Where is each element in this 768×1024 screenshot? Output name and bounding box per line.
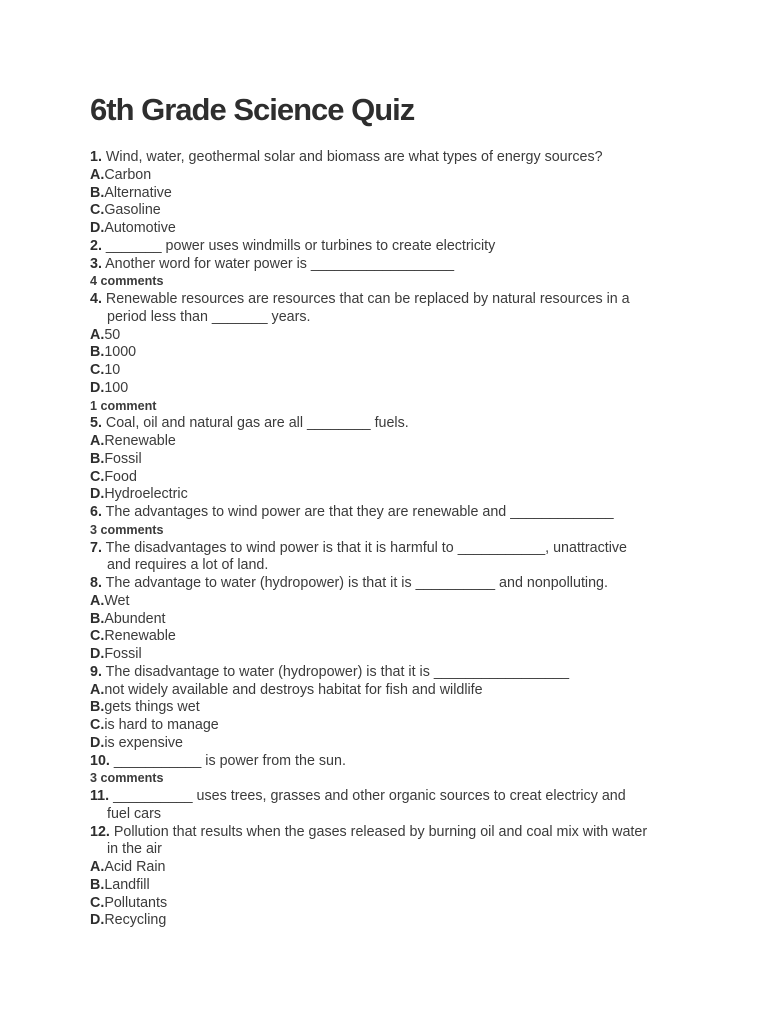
question-line (90, 540, 690, 558)
answer-option (90, 699, 690, 717)
option-text: 100 (104, 379, 129, 396)
option-text: 50 (104, 326, 121, 343)
question-text: Pollution that results when the gases released by burning oil and coal mix with water (109, 823, 648, 840)
comments-link[interactable]: 4 comments (90, 274, 164, 289)
option-letter: C. (90, 468, 105, 485)
question-continuation: in the air (107, 841, 162, 858)
option-text: Pollutants (104, 894, 168, 911)
option-text: Food (104, 468, 137, 485)
option-letter: B. (90, 699, 105, 716)
question-text: __________ uses trees, grasses and other organic sources to creat electricy and (109, 788, 626, 804)
question-line (90, 664, 690, 682)
option-text: gets things wet (104, 699, 200, 716)
question-line (90, 256, 690, 274)
option-letter: A. (90, 166, 105, 183)
answer-option (90, 167, 690, 185)
answer-option (90, 362, 690, 380)
option-text: Recycling (104, 912, 167, 929)
question-continuation: period less than _______ years. (107, 308, 311, 325)
option-text: 10 (104, 362, 121, 378)
option-letter: A. (90, 681, 105, 698)
answer-option (90, 895, 690, 913)
option-letter: B. (90, 184, 105, 201)
option-letter: B. (90, 344, 105, 361)
answer-option (90, 646, 690, 664)
option-letter: A. (90, 326, 105, 343)
option-text: Alternative (104, 184, 172, 201)
option-letter: D. (90, 379, 105, 396)
question-text: Wind, water, geothermal solar and biomass are what types of energy sources? (101, 149, 603, 165)
question-number: 10. (90, 752, 110, 769)
answer-option (90, 486, 690, 504)
question-line (90, 238, 690, 256)
option-text: Carbon (104, 166, 152, 183)
question-number: 9. (90, 663, 102, 680)
answer-option (90, 469, 690, 487)
question-number: 1. (90, 149, 102, 165)
question-line (90, 149, 690, 167)
question-text: Renewable resources are resources that can be replaced by natural resources in a (101, 291, 630, 307)
question-text: The disadvantages to wind power is that it is harmful to ___________, unattractive (101, 539, 628, 556)
option-letter: C. (90, 202, 105, 219)
answer-option (90, 380, 690, 398)
answer-option (90, 327, 690, 345)
option-letter: B. (90, 610, 105, 627)
option-letter: B. (90, 450, 105, 467)
option-text: Renewable (104, 433, 176, 449)
question-line (90, 753, 690, 771)
question-line (90, 824, 690, 842)
option-letter: D. (90, 486, 105, 503)
answer-option (90, 859, 690, 877)
answer-option (90, 344, 690, 362)
question-text: ___________ is power from the sun. (109, 752, 346, 769)
question-line (90, 788, 690, 806)
answer-option (90, 185, 690, 203)
option-text: Acid Rain (104, 859, 166, 875)
option-letter: D. (90, 912, 105, 929)
option-text: Automotive (104, 220, 176, 236)
question-line (90, 415, 690, 433)
option-letter: D. (90, 220, 105, 236)
option-letter: D. (90, 646, 105, 662)
question-number: 12. (90, 823, 110, 840)
option-text: Landfill (104, 876, 150, 893)
comments-link[interactable]: 1 comment (90, 398, 157, 413)
answer-option (90, 451, 690, 469)
question-line (90, 291, 690, 309)
answer-option (90, 611, 690, 629)
answer-option (90, 735, 690, 753)
question-text: _______ power uses windmills or turbines to create electricity (101, 237, 496, 254)
option-letter: C. (90, 362, 105, 378)
question-text: The advantages to wind power are that they are renewable and _____________ (101, 504, 614, 520)
question-text: The disadvantage to water (hydropower) is that it is _________________ (101, 663, 570, 680)
question-line (90, 575, 690, 593)
option-letter: C. (90, 628, 105, 645)
answer-option (90, 220, 690, 238)
option-text: Renewable (104, 628, 176, 645)
quiz-content (90, 149, 690, 930)
page-title: 6th Grade Science Quiz (90, 92, 415, 127)
option-letter: C. (90, 717, 105, 733)
question-number: 4. (90, 291, 102, 307)
question-number: 3. (90, 255, 102, 272)
answer-option (90, 202, 690, 220)
option-letter: C. (90, 894, 105, 911)
comments-link[interactable]: 3 comments (90, 771, 164, 786)
option-text: Abundent (104, 610, 166, 627)
answer-option (90, 717, 690, 735)
option-text: not widely available and destroys habitat for fish and wildlife (104, 681, 483, 698)
question-number: 2. (90, 237, 102, 254)
question-text: Coal, oil and natural gas are all ________ fuels. (101, 415, 409, 432)
option-text: Fossil (104, 450, 142, 467)
answer-option (90, 433, 690, 451)
question-text: Another word for water power is __________________ (101, 255, 455, 272)
answer-option (90, 912, 690, 930)
comments-link[interactable]: 3 comments (90, 522, 164, 537)
question-number: 7. (90, 539, 102, 556)
question-number: 5. (90, 415, 102, 432)
option-text: Fossil (104, 646, 142, 662)
option-text: Gasoline (104, 202, 161, 219)
question-line (90, 504, 690, 522)
question-number: 11. (90, 788, 110, 804)
question-text: The advantage to water (hydropower) is that it is __________ and nonpolluting. (101, 575, 608, 591)
option-letter: B. (90, 876, 105, 893)
answer-option (90, 593, 690, 611)
option-text: Wet (104, 592, 130, 609)
option-text: is hard to manage (104, 717, 219, 733)
option-text: is expensive (104, 734, 183, 751)
option-letter: A. (90, 592, 105, 609)
option-text: Hydroelectric (104, 486, 188, 503)
option-text: 1000 (104, 344, 137, 361)
answer-option (90, 628, 690, 646)
option-letter: A. (90, 859, 105, 875)
answer-option (90, 877, 690, 895)
option-letter: A. (90, 433, 105, 449)
answer-option (90, 682, 690, 700)
question-continuation: and requires a lot of land. (107, 557, 269, 574)
question-continuation: fuel cars (107, 805, 162, 822)
question-number: 8. (90, 575, 102, 591)
option-letter: D. (90, 734, 105, 751)
question-number: 6. (90, 504, 102, 520)
